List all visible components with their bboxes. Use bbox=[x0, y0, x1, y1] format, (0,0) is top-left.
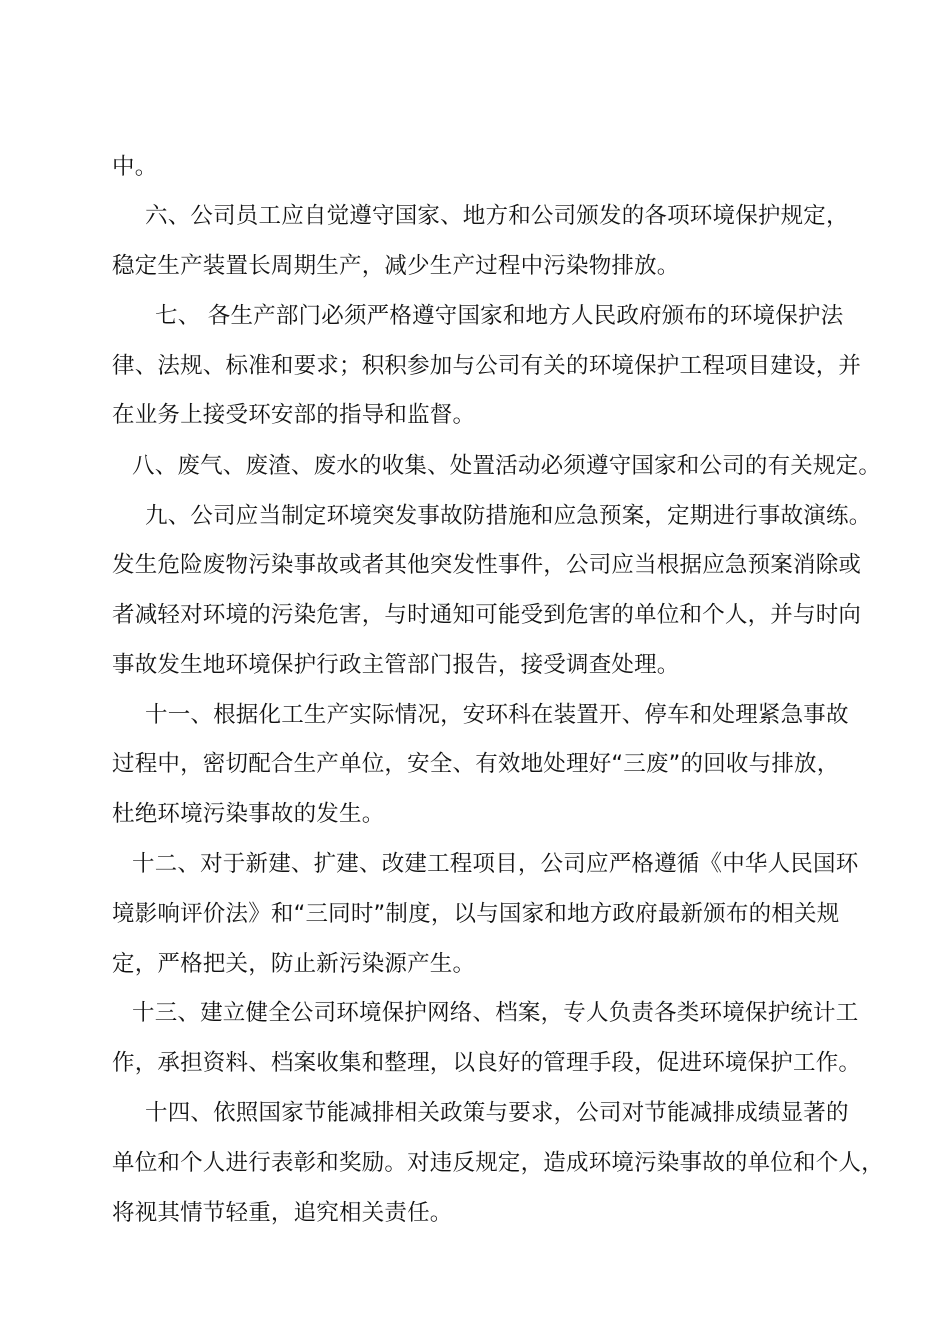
text-line: 十一、根据化工生产实际情况，安环科在装置开、停车和处理紧急事故 bbox=[145, 702, 849, 728]
text-line: 在业务上接受环安部的指导和监督。 bbox=[112, 402, 476, 428]
text-line: 稳定生产装置长周期生产，减少生产过程中污染物排放。 bbox=[112, 253, 680, 279]
text-line: 杜绝环境污染事故的发生。 bbox=[112, 801, 385, 827]
text-line: 六、公司员工应自觉遵守国家、地方和公司颁发的各项环境保护规定， bbox=[145, 203, 849, 229]
text-line: 中。 bbox=[112, 154, 158, 180]
text-line: 发生危险废物污染事故或者其他突发性事件，公司应当根据应急预案消除或 bbox=[112, 552, 862, 578]
text-line: 十三、建立健全公司环境保护网络、档案，专人负责各类环境保护统计工 bbox=[132, 1000, 859, 1026]
text-line: 境影响评价法》和“三同时”制度，以与国家和地方政府最新颁布的相关规 bbox=[112, 901, 840, 927]
text-line: 九、公司应当制定环境突发事故防措施和应急预案，定期进行事故演练。 bbox=[145, 503, 872, 529]
text-line: 事故发生地环境保护行政主管部门报告，接受调查处理。 bbox=[112, 652, 680, 678]
text-line: 律、法规、标准和要求；积积参加与公司有关的环境保护工程项目建设，并 bbox=[112, 353, 862, 379]
text-line: 七、 各生产部门必须严格遵守国家和地方人民政府颁布的环境保护法 bbox=[155, 303, 844, 329]
text-line: 作，承担资料、档案收集和整理，以良好的管理手段，促进环境保护工作。 bbox=[112, 1050, 862, 1076]
text-line: 八、废气、废渣、废水的收集、处置活动必须遵守国家和公司的有关规定。 bbox=[132, 453, 882, 479]
text-line: 单位和个人进行表彰和奖励。对违反规定，造成环境污染事故的单位和个人， bbox=[112, 1150, 884, 1176]
text-line: 定，严格把关，防止新污染源产生。 bbox=[112, 951, 476, 977]
text-line: 十二、对于新建、扩建、改建工程项目，公司应严格遵循《中华人民国环 bbox=[132, 851, 859, 877]
text-line: 者减轻对环境的污染危害，与时通知可能受到危害的单位和个人，并与时向 bbox=[112, 602, 862, 628]
text-line: 十四、依照国家节能减排相关政策与要求，公司对节能减排成绩显著的 bbox=[145, 1100, 849, 1126]
text-line: 过程中，密切配合生产单位，安全、有效地处理好“三废”的回收与排放， bbox=[112, 751, 840, 777]
text-line: 将视其情节轻重，追究相关责任。 bbox=[112, 1200, 453, 1226]
